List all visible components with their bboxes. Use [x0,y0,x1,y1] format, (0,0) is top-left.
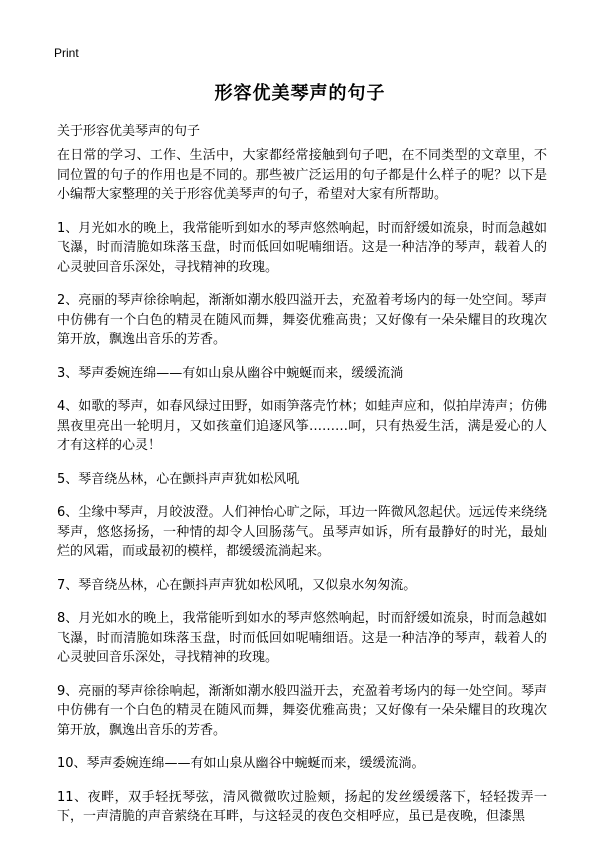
sentence-paragraph: 3、琴声委婉连绵——有如山泉从幽谷中蜿蜒而来，缓缓流淌 [57,365,404,381]
sentence-paragraph: 5、琴音绕丛林，心在颤抖声声犹如松风吼 [57,471,300,487]
document-subtitle: 关于形容优美琴声的句子 [57,124,201,139]
sentence-paragraph: 6、尘缘中琴声，月皎波澄。人们神怡心旷之际，耳边一阵微风忽起伏。远远传来绕绕琴声，悠悠扬扬，一种情的却令人回肠荡气。虽琴声如诉，所有最静好的时光，最灿烂的风霜，而或最初的模样，都缓缓流淌起来。 [57,505,547,559]
sentence-paragraph: 4、如歌的琴声，如春风绿过田野，如雨笋落壳竹林；如蛙声应和，似拍岸涛声；仿佛黑夜里亮出一轮明月，又如孩童们追逐风筝………呵，只有热爱生活，满是爱心的人才有这样的心灵！ [57,399,547,453]
sentence-paragraph: 9、亮丽的琴声徐徐响起，渐渐如潮水般四溢开去，充盈着考场内的每一处空间。琴声中仿佛有一个白色的精灵在随风而舞，舞姿优雅高贵；又好像有一朵朵耀目的玫瑰次第开放，飘逸出音乐的芳香。 [57,683,547,738]
print-link[interactable]: Print [54,46,79,60]
intro-paragraph: 在日常的学习、工作、生活中，大家都经常接触到句子吧，在不同类型的文章里，不同位置的句子的作用也是不同的。那些被广泛运用的句子都是什么样子的呢？以下是小编帮大家整理的关于形容优美琴声的句子，希望对大家有所帮助。 [57,148,547,202]
sentence-paragraph: 1、月光如水的晚上，我常能听到如水的琴声悠然响起，时而舒缓如流泉，时而急越如飞瀑，时而清脆如珠落玉盘，时而低回如呢喃细语。这是一种洁净的琴声，载着人的心灵驶回音乐深处，寻找精神的玫瑰。 [57,220,547,275]
sentence-paragraph: 2、亮丽的琴声徐徐响起，渐渐如潮水般四溢开去，充盈着考场内的每一处空间。琴声中仿佛有一个白色的精灵在随风而舞，舞姿优雅高贵；又好像有一朵朵耀目的玫瑰次第开放，飘逸出音乐的芳香。 [57,293,547,347]
document-title: 形容优美琴声的句子 [214,83,386,104]
sentence-paragraph: 7、琴音绕丛林，心在颤抖声声犹如松风吼，又似泉水匆匆流。 [57,577,417,593]
document-body [57,146,547,841]
sentence-paragraph: 10、琴声委婉连绵——有如山泉从幽谷中蜿蜒而来，缓缓流淌。 [57,756,425,771]
sentence-paragraph: 11、夜畔，双手轻抚琴弦，清风微微吹过脸颊，扬起的发丝缓缓落下，轻轻拨弄一下，一声清脆的声音萦绕在耳畔，与这轻灵的夜色交相呼应，虽已是夜晚，但漆黑 [57,789,547,824]
sentence-paragraph: 8、月光如水的晚上，我常能听到如水的琴声悠然响起，时而舒缓如流泉，时而急越如飞瀑，时而清脆如珠落玉盘，时而低回如呢喃细语。这是一种洁净的琴声，载着人的心灵驶回音乐深处，寻找精神的玫瑰。 [57,611,547,665]
